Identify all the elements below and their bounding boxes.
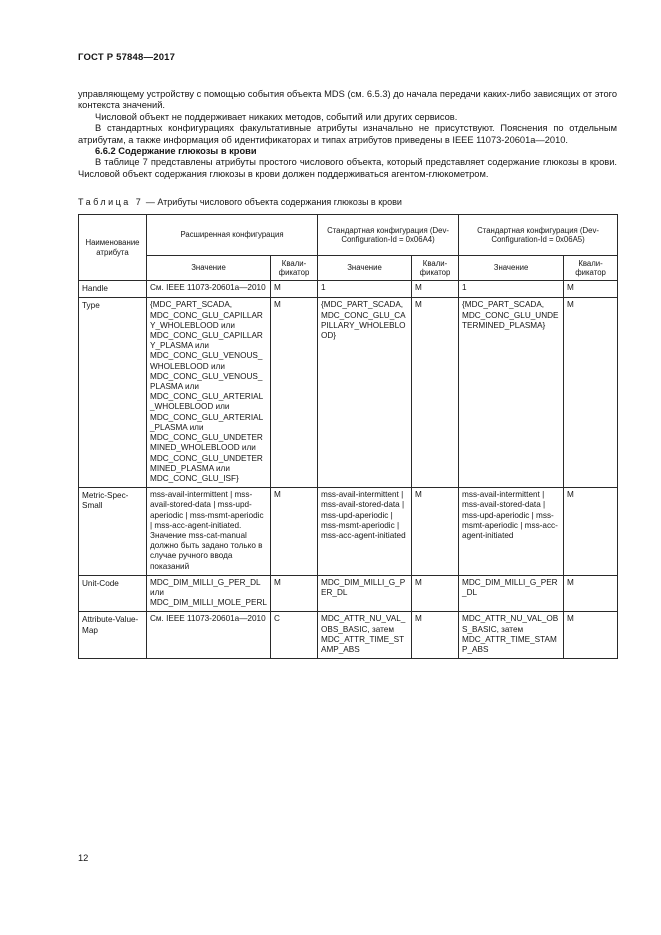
cell-standard-a5-qualifier: M bbox=[564, 281, 618, 298]
paragraph: В стандартных конфигурациях факультативные атрибуты изначально не присутствуют. Пояснения по отдельным атрибутам, а также информация об идентификаторах и типах атрибутов приведены в IEEE 11073-20601а—2010. bbox=[78, 123, 617, 145]
cell-extended-value: См. IEEE 11073-20601а—2010 bbox=[147, 612, 271, 659]
table-caption-label: Таблица 7 bbox=[78, 197, 144, 208]
cell-attribute-name: Unit-Code bbox=[79, 575, 147, 612]
cell-attribute-name: Metric-Spec-Small bbox=[79, 488, 147, 576]
cell-standard-a4-qualifier: M bbox=[412, 575, 459, 612]
cell-standard-a5-qualifier: M bbox=[564, 612, 618, 659]
cell-standard-a5-qualifier: M bbox=[564, 575, 618, 612]
paragraph-continuation: управляющему устройству с помощью события объекта MDS (см. 6.5.3) до начала передачи каких-либо зависящих от этого контекста значений. bbox=[78, 89, 617, 111]
table-row-handle bbox=[79, 281, 618, 298]
glucose-attributes-table bbox=[78, 214, 618, 659]
table-caption bbox=[78, 197, 617, 207]
cell-standard-a4-value: {MDC_PART_SCADA, MDC_CONC_GLU_CAPILLARY_WHOLEBLOOD} bbox=[318, 298, 412, 488]
cell-extended-value: {MDC_PART_SCADA, MDC_CONC_GLU_CAPILLARY_WHOLEBLOOD или MDC_CONC_GLU_CAPILLARY_PLASMA или MDC_CONC_GLU_VENOUS_WHOLEBLOOD или MDC_CONC_GLU_VENOUS_PLASMA или MDC_CONC_GLU_ARTERIAL_WHOLEBLOOD или MDC_CONC_GLU_ARTERIAL_PLASMA или MDC_CONC_GLU_UNDETERMINED_WHOLEBLOOD или MDC_CONC_GLU_UNDETERMINED_PLASMA или MDC_CONC_GLU_ISF} bbox=[147, 298, 271, 488]
cell-standard-a4-value: mss-avail-intermittent | mss-avail-stored-data | mss-upd-aperiodic | mss-msmt-aperiodic | mss-acc-agent-initiated bbox=[318, 488, 412, 576]
cell-standard-a4-qualifier: M bbox=[412, 612, 459, 659]
cell-extended-qualifier: M bbox=[271, 575, 318, 612]
paragraph: В таблице 7 представлены атрибуты простого числового объекта, который представляет содержание глюкозы в крови. Числовой объект содержания глюкозы в крови должен поддерживаться агентом-глюкометром. bbox=[78, 157, 617, 179]
table-row-attribute-value-map bbox=[79, 612, 618, 659]
col-header-qualifier: Квали-фикатор bbox=[412, 256, 459, 281]
cell-standard-a5-value: MDC_ATTR_NU_VAL_OBS_BASIC, затем MDC_ATTR_TIME_STAMP_ABS bbox=[459, 612, 564, 659]
table-row-metric-spec-small bbox=[79, 488, 618, 576]
cell-standard-a4-qualifier: M bbox=[412, 298, 459, 488]
col-header-value: Значение bbox=[318, 256, 412, 281]
cell-extended-qualifier: M bbox=[271, 298, 318, 488]
paragraph: Числовой объект не поддерживает никаких методов, событий или других сервисов. bbox=[95, 111, 458, 122]
cell-standard-a5-value: {MDC_PART_SCADA, MDC_CONC_GLU_UNDETERMINED_PLASMA} bbox=[459, 298, 564, 488]
col-header-standard-config-0x06A5: Стандартная конфигурация (Dev-Configuration-Id = 0x06A5) bbox=[459, 215, 618, 256]
table-caption-text: — Атрибуты числового объекта содержания глюкозы в крови bbox=[145, 197, 402, 208]
cell-extended-qualifier: C bbox=[271, 612, 318, 659]
col-header-value: Значение bbox=[459, 256, 564, 281]
cell-attribute-name: Handle bbox=[79, 281, 147, 298]
cell-standard-a5-value: mss-avail-intermittent | mss-avail-stored-data | mss-upd-aperiodic | mss-msmt-aperiodic | mss-acc-agent-initiated bbox=[459, 488, 564, 576]
cell-standard-a4-qualifier: M bbox=[412, 488, 459, 576]
col-header-attribute-name: Наименование атрибута bbox=[79, 215, 147, 281]
cell-extended-value: MDC_DIM_MILLI_G_PER_DL или MDC_DIM_MILLI_MOLE_PERL bbox=[147, 575, 271, 612]
table-row-unit-code bbox=[79, 575, 618, 612]
cell-standard-a4-qualifier: M bbox=[412, 281, 459, 298]
cell-standard-a4-value: 1 bbox=[318, 281, 412, 298]
body-text bbox=[78, 89, 617, 180]
cell-attribute-name: Type bbox=[79, 298, 147, 488]
col-header-extended-config: Расширенная конфигурация bbox=[147, 215, 318, 256]
table-row-type bbox=[79, 298, 618, 488]
cell-standard-a5-qualifier: M bbox=[564, 298, 618, 488]
cell-standard-a4-value: MDC_ATTR_NU_VAL_OBS_BASIC, затем MDC_ATTR_TIME_STAMP_ABS bbox=[318, 612, 412, 659]
cell-standard-a5-qualifier: M bbox=[564, 488, 618, 576]
col-header-value: Значение bbox=[147, 256, 271, 281]
cell-standard-a5-value: MDC_DIM_MILLI_G_PER_DL bbox=[459, 575, 564, 612]
page-number: 12 bbox=[78, 853, 89, 863]
cell-extended-qualifier: M bbox=[271, 488, 318, 576]
section-heading: 6.6.2 Содержание глюкозы в крови bbox=[95, 146, 257, 157]
cell-standard-a5-value: 1 bbox=[459, 281, 564, 298]
cell-attribute-name: Attribute-Value-Map bbox=[79, 612, 147, 659]
cell-extended-value: mss-avail-intermittent | mss-avail-stored-data | mss-upd-aperiodic | mss-msmt-aperiodic | mss-acc-agent-initiated. Значение mss-cat-manual должно быть задано только в случае ручного ввода показаний bbox=[147, 488, 271, 576]
col-header-qualifier: Квали-фикатор bbox=[564, 256, 618, 281]
col-header-standard-config-0x06A4: Стандартная конфигурация (Dev-Configuration-Id = 0x06A4) bbox=[318, 215, 459, 256]
cell-standard-a4-value: MDC_DIM_MILLI_G_PER_DL bbox=[318, 575, 412, 612]
cell-extended-qualifier: M bbox=[271, 281, 318, 298]
col-header-qualifier: Квали-фикатор bbox=[271, 256, 318, 281]
cell-extended-value: См. IEEE 11073-20601а—2010 bbox=[147, 281, 271, 298]
doc-header: ГОСТ Р 57848—2017 bbox=[78, 52, 176, 63]
